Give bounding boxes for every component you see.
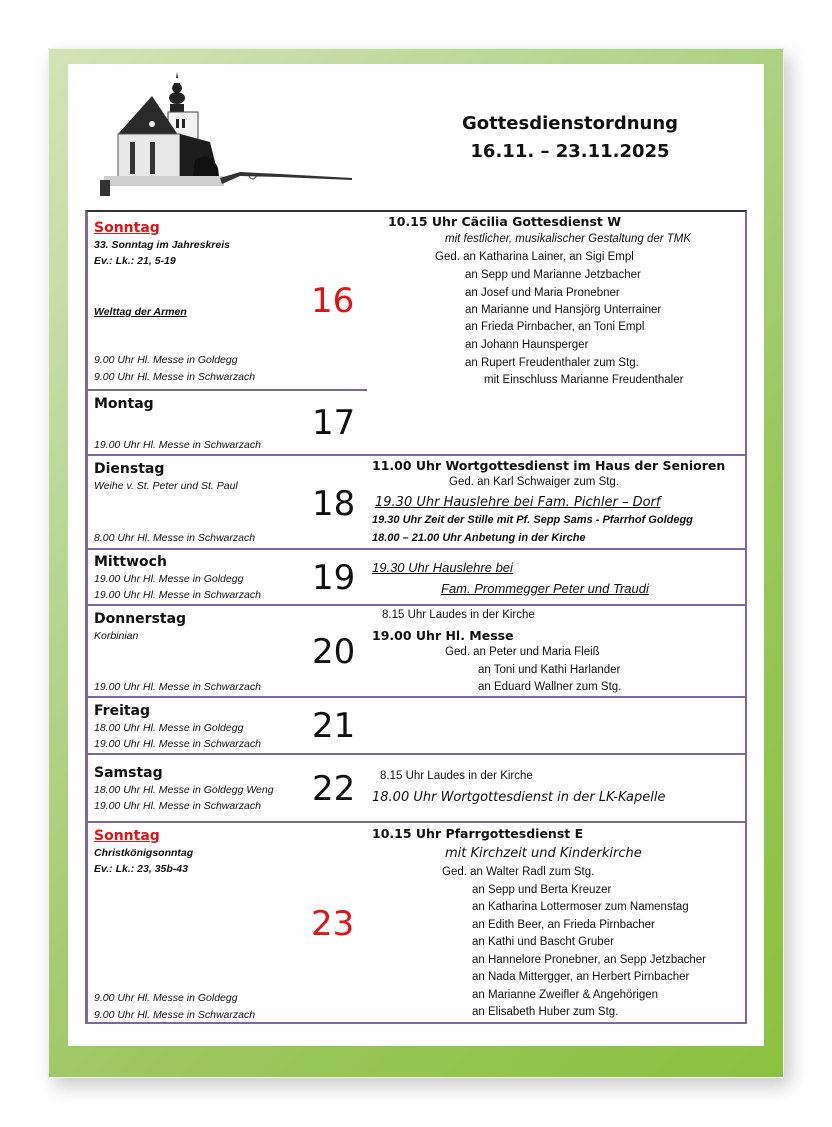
intention: an Nada Mittergger, an Herbert Pirnbacher: [472, 971, 690, 983]
day-row-mittwoch-19: [94, 554, 261, 603]
intention: an Elisabeth Huber zum Stg.: [472, 1006, 619, 1018]
event-hauslehre: 19.30 Uhr Hauslehre bei Fam. Pichler – Dorf: [375, 495, 661, 510]
mass-item: 19.00 Uhr Hl. Messe in Schwarzach: [94, 589, 261, 601]
event-laudes: 8.15 Uhr Laudes in der Kirche: [382, 609, 535, 621]
intention: mit Einschluss Marianne Freudenthaler: [484, 374, 684, 386]
day-number: 19: [312, 558, 356, 598]
intention: an Kathi und Bascht Gruber: [472, 936, 614, 948]
day-name: Dienstag: [94, 461, 165, 477]
day-number: 23: [311, 904, 355, 944]
mass-item: 9.00 Uhr Hl. Messe in Goldegg: [94, 354, 238, 366]
intention: an Sepp und Marianne Jetzbacher: [465, 269, 641, 281]
day-row-donnerstag-20: [94, 611, 186, 645]
day-note: Korbinian: [94, 630, 139, 642]
church-logo-icon: [100, 72, 352, 196]
date-range: 16.11. – 23.11.2025: [470, 141, 670, 162]
mass-item: 19.00 Uhr Hl. Messe in Schwarzach: [94, 800, 261, 812]
mass-item: 8.00 Uhr Hl. Messe in Schwarzach: [94, 532, 256, 544]
event-stille: 19.30 Uhr Zeit der Stille mit Pf. Sepp Sams - Pfarrhof Goldegg: [372, 514, 693, 526]
day-number: 22: [312, 769, 356, 809]
document-title-block: [420, 110, 720, 166]
event-anbetung: 18.00 – 21.00 Uhr Anbetung in der Kirche: [372, 532, 586, 544]
event-wortgottesdienst: 18.00 Uhr Wortgottesdienst in der LK-Kapelle: [372, 790, 666, 805]
intention: an Marianne und Hansjörg Unterrainer: [465, 304, 662, 316]
event-main: 10.15 Uhr Cäcilia Gottesdienst W: [388, 214, 621, 229]
mass-list: [94, 352, 255, 386]
day-row-sonntag-16: [94, 220, 230, 269]
intention: an Toni und Kathi Harlander: [478, 664, 621, 676]
day-name: Sonntag: [94, 828, 160, 844]
mass-item: 18.00 Uhr Hl. Messe in Goldegg Weng: [94, 784, 274, 796]
day-note: Ev.: Lk.: 21, 5-19: [94, 255, 176, 267]
day-note: 33. Sonntag im Jahreskreis: [94, 239, 230, 251]
event-hauslehre-family: Fam. Prommegger Peter und Traudi: [441, 581, 649, 596]
mass-item: 18.00 Uhr Hl. Messe in Goldegg: [94, 722, 244, 734]
mass-item: 9.00 Uhr Hl. Messe in Goldegg: [94, 992, 238, 1004]
event-main: 10.15 Uhr Pfarrgottesdienst E: [372, 826, 584, 841]
row-divider: [87, 753, 747, 755]
document-title: Gottesdienstordnung: [461, 113, 679, 134]
day-number: 17: [312, 403, 356, 443]
mass-item: 19.00 Uhr Hl. Messe in Schwarzach: [94, 439, 261, 451]
intention: Ged. an Walter Radl zum Stg.: [442, 866, 595, 878]
day-note: Christkönigsonntag: [94, 847, 194, 859]
mass-item: 19.00 Uhr Hl. Messe in Schwarzach: [94, 738, 261, 750]
row-divider: [87, 696, 747, 698]
event-main: 11.00 Uhr Wortgottesdienst im Haus der Senioren: [372, 458, 726, 473]
day-name: Donnerstag: [94, 611, 187, 627]
intention: an Eduard Wallner zum Stg.: [478, 681, 622, 693]
intention: an Rupert Freudenthaler zum Stg.: [465, 357, 639, 369]
mass-item: 19.00 Uhr Hl. Messe in Goldegg: [94, 573, 244, 585]
day-number: 16: [311, 281, 355, 321]
intention: Ged. an Karl Schwaiger zum Stg.: [449, 476, 620, 488]
day-name: Sonntag: [94, 220, 160, 236]
day-number: 18: [312, 484, 356, 524]
day-name: Montag: [94, 396, 154, 412]
event-hauslehre: 19.30 Uhr Hauslehre bei: [372, 560, 513, 575]
day-row-dienstag-18: [94, 461, 238, 495]
day-name: Mittwoch: [94, 554, 167, 570]
day-row-samstag-22: [94, 765, 274, 814]
day-row-sonntag-23: [94, 828, 193, 877]
mass-item: 9.00 Uhr Hl. Messe in Schwarzach: [94, 371, 256, 383]
day-note: Ev.: Lk.: 23, 35b-43: [94, 863, 188, 875]
row-divider: [87, 548, 747, 550]
intention: an Johann Haunsperger: [465, 339, 589, 351]
intention: an Katharina Lottermoser zum Namenstag: [472, 901, 689, 913]
event-subtitle: mit Kirchzeit und Kinderkirche: [445, 846, 642, 861]
day-row-freitag-21: [94, 703, 261, 752]
intention: an Marianne Zweifler & Angehörigen: [472, 989, 659, 1001]
intention: an Sepp und Berta Kreuzer: [472, 884, 612, 896]
day-note: Weihe v. St. Peter und St. Paul: [94, 480, 238, 492]
event-laudes: 8.15 Uhr Laudes in der Kirche: [380, 770, 533, 782]
intention: an Hannelore Pronebner, an Sepp Jetzbacher: [472, 954, 706, 966]
day-number: 21: [312, 706, 356, 746]
intention: an Josef und Maria Pronebner: [465, 287, 620, 299]
intention: Ged. an Katharina Lainer, an Sigi Empl: [435, 251, 634, 263]
special-day: Welttag der Armen: [94, 306, 187, 318]
mass-item: 19.00 Uhr Hl. Messe in Schwarzach: [94, 681, 261, 693]
mass-list: [94, 990, 255, 1024]
row-divider: [87, 604, 747, 606]
mass-item: 9.00 Uhr Hl. Messe in Schwarzach: [94, 1009, 256, 1021]
row-divider: [87, 454, 747, 456]
row-divider: [87, 389, 367, 391]
day-number: 20: [312, 632, 356, 672]
intention: an Edith Beer, an Frieda Pirnbacher: [472, 919, 655, 931]
intention: Ged. an Peter und Maria Fleiß: [445, 646, 600, 658]
event-main: 19.00 Uhr Hl. Messe: [372, 628, 514, 643]
row-divider: [87, 821, 747, 823]
intention: an Frieda Pirnbacher, an Toni Empl: [465, 321, 645, 333]
event-subtitle: mit festlicher, musikalischer Gestaltung der TMK: [445, 233, 692, 245]
day-name: Freitag: [94, 703, 151, 719]
day-name: Samstag: [94, 765, 163, 781]
